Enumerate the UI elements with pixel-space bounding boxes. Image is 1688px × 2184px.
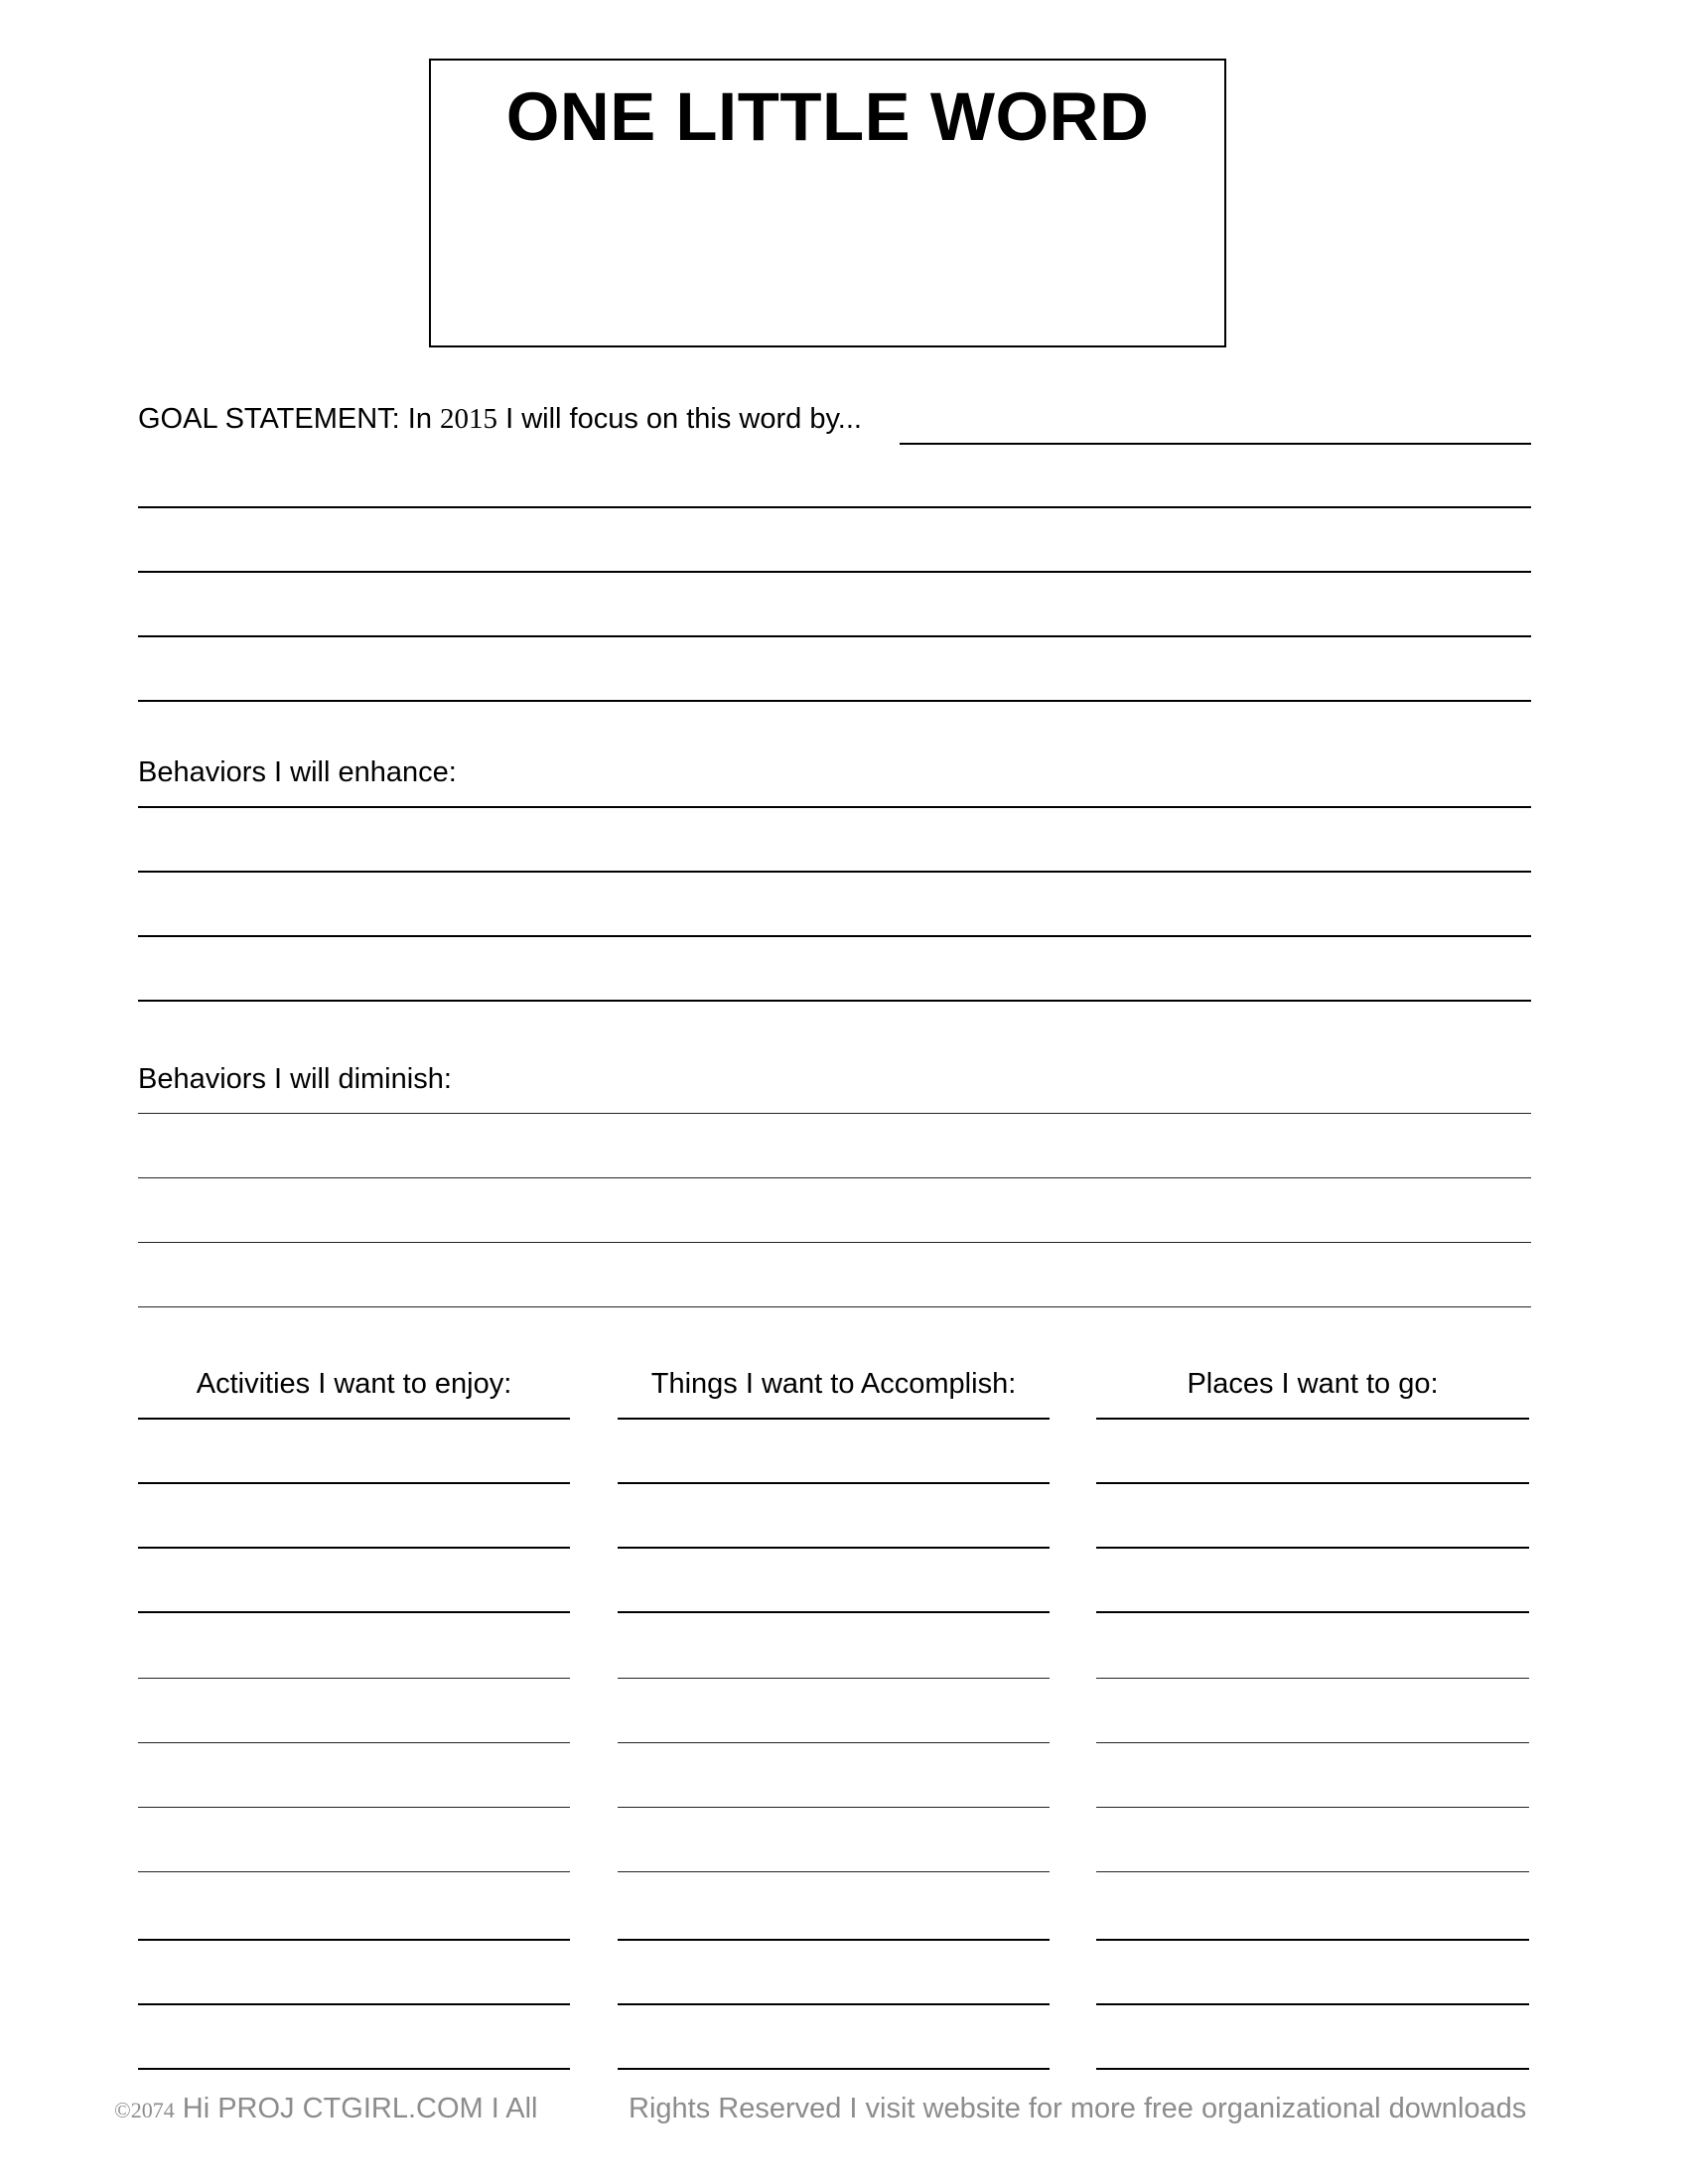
accomplish-line-2[interactable] [618, 1482, 1050, 1484]
page-title: ONE LITTLE WORD [505, 78, 1150, 155]
enhance-label: Behaviors I will enhance: [138, 756, 457, 788]
activities-line-5[interactable] [138, 1678, 570, 1679]
accomplish-line-5[interactable] [618, 1678, 1050, 1679]
enhance-line-2[interactable] [138, 871, 1531, 873]
goal-line-1[interactable] [900, 443, 1531, 445]
goal-line-4[interactable] [138, 635, 1531, 637]
places-line-11[interactable] [1096, 2068, 1529, 2070]
accomplish-line-7[interactable] [618, 1807, 1050, 1808]
accomplish-line-6[interactable] [618, 1742, 1050, 1743]
places-line-3[interactable] [1096, 1547, 1529, 1549]
enhance-line-1[interactable] [138, 806, 1531, 808]
places-line-9[interactable] [1096, 1939, 1529, 1941]
enhance-line-3[interactable] [138, 935, 1531, 937]
places-line-5[interactable] [1096, 1678, 1529, 1679]
activities-line-11[interactable] [138, 2068, 570, 2070]
activities-heading: Activities I want to enjoy: [196, 1368, 512, 1400]
places-line-10[interactable] [1096, 2003, 1529, 2005]
diminish-label: Behaviors I will diminish: [138, 1063, 452, 1095]
diminish-line-4[interactable] [138, 1306, 1531, 1307]
accomplish-line-4[interactable] [618, 1611, 1050, 1613]
goal-line-5[interactable] [138, 700, 1531, 702]
activities-line-4[interactable] [138, 1611, 570, 1613]
activities-line-7[interactable] [138, 1807, 570, 1808]
accomplish-line-3[interactable] [618, 1547, 1050, 1549]
title-box [429, 59, 1226, 347]
accomplish-heading: Things I want to Accomplish: [650, 1368, 1017, 1400]
places-line-6[interactable] [1096, 1742, 1529, 1743]
places-line-4[interactable] [1096, 1611, 1529, 1613]
activities-line-10[interactable] [138, 2003, 570, 2005]
diminish-line-3[interactable] [138, 1242, 1531, 1243]
activities-line-9[interactable] [138, 1939, 570, 1941]
diminish-line-1[interactable] [138, 1113, 1531, 1114]
activities-line-6[interactable] [138, 1742, 570, 1743]
activities-line-2[interactable] [138, 1482, 570, 1484]
footer-left-text: Hi PROJ CTGIRL.COM I All [174, 2093, 538, 2124]
goal-prefix: GOAL STATEMENT: In [138, 403, 441, 435]
goal-line-3[interactable] [138, 571, 1531, 573]
accomplish-line-9[interactable] [618, 1939, 1050, 1941]
places-line-2[interactable] [1096, 1482, 1529, 1484]
places-line-1[interactable] [1096, 1418, 1529, 1420]
activities-line-3[interactable] [138, 1547, 570, 1549]
accomplish-line-11[interactable] [618, 2068, 1050, 2070]
goal-year: 2015 [440, 403, 498, 435]
accomplish-line-10[interactable] [618, 2003, 1050, 2005]
diminish-line-2[interactable] [138, 1177, 1531, 1178]
footer-right: Rights Reserved I visit website for more free organizational downloads [629, 2093, 1527, 2124]
activities-line-8[interactable] [138, 1871, 570, 1872]
goal-line-2[interactable] [138, 506, 1531, 508]
copyright-symbol: © [114, 2098, 131, 2122]
accomplish-line-1[interactable] [618, 1418, 1050, 1420]
places-line-7[interactable] [1096, 1807, 1529, 1808]
footer-year: 2074 [130, 2098, 175, 2122]
places-heading: Places I want to go: [1187, 1368, 1439, 1400]
activities-line-1[interactable] [138, 1418, 570, 1420]
footer-left [114, 2095, 537, 2123]
accomplish-line-8[interactable] [618, 1871, 1050, 1872]
goal-suffix: I will focus on this word by... [497, 403, 862, 435]
goal-statement-label [138, 405, 862, 434]
enhance-line-4[interactable] [138, 1000, 1531, 1002]
places-line-8[interactable] [1096, 1871, 1529, 1872]
